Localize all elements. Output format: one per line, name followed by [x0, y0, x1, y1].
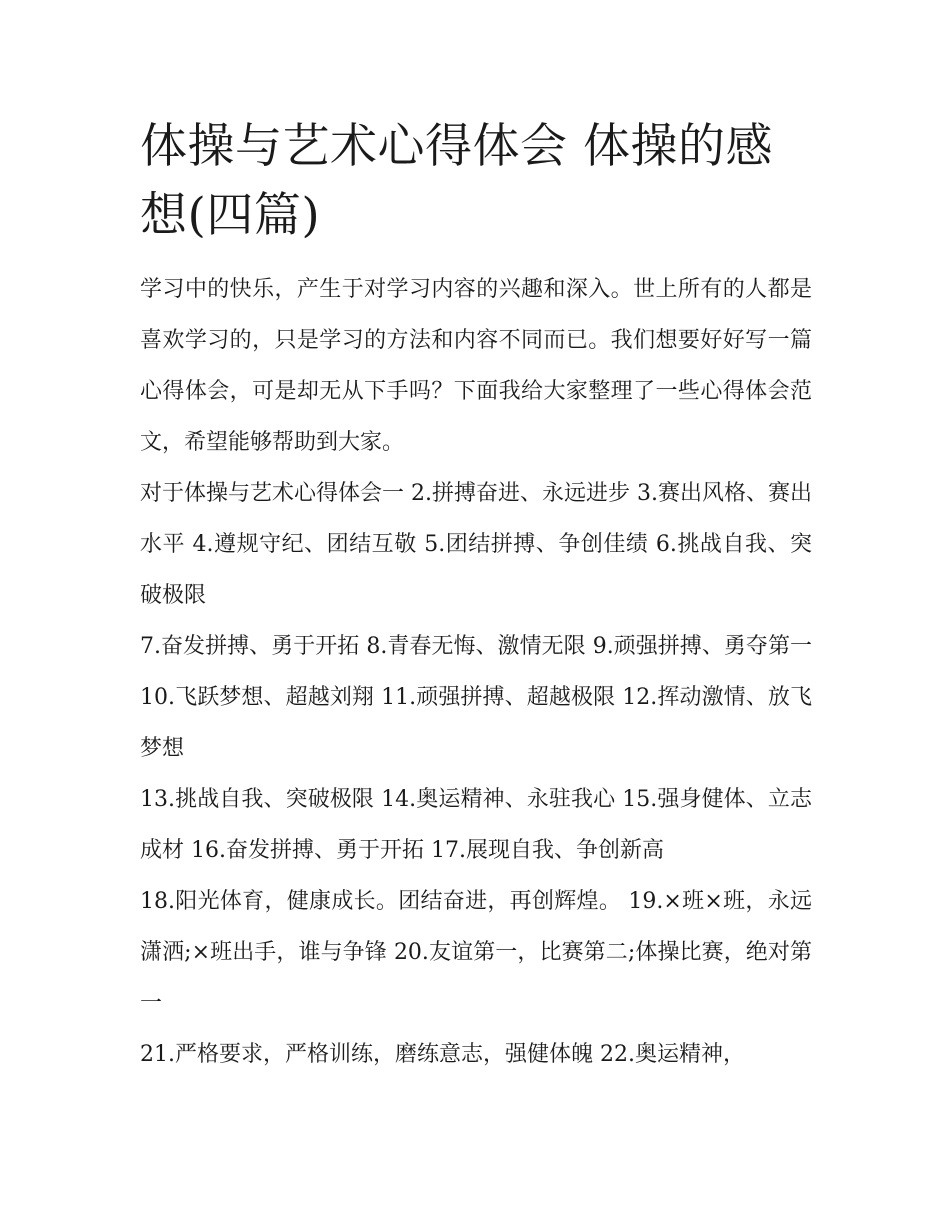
paragraph-slogans-5: 21.严格要求，严格训练，磨练意志，强健体魄 22.奥运精神， [140, 1042, 745, 1067]
document-title: 体操与艺术心得体会 体操的感想(四篇) [140, 119, 773, 243]
paragraph-slogans-2: 7.奋发拼搏、勇于开拓 8.青春无悔、激情无限 9.顽强拼搏、勇夺第一 10.飞跃梦想、超越刘翔 11.顽强拼搏、超越极限 12.挥动激情、放飞梦想 [140, 634, 812, 761]
paragraph-slogans-4: 18.阳光体育，健康成长。团结奋进，再创辉煌。 19.×班×班，永远潇洒;×班出手，谁与争锋 20.友谊第一，比赛第二;体操比赛，绝对第一 [140, 889, 812, 1016]
paragraph-intro: 学习中的快乐，产生于对学习内容的兴趣和深入。世上所有的人都是喜欢学习的，只是学习的方法和内容不同而已。我们想要好好写一篇心得体会，可是却无从下手吗？下面我给大家整理了一些心得体会范文，希望能够帮助到大家。 [140, 277, 812, 455]
paragraph-slogans-1: 对于体操与艺术心得体会一 2.拼搏奋进、永远进步 3.赛出风格、赛出水平 4.遵规守纪、团结互敬 5.团结拼搏、争创佳绩 6.挑战自我、突破极限 [140, 481, 812, 608]
paragraph-slogans-3: 13.挑战自我、突破极限 14.奥运精神、永驻我心 15.强身健体、立志成材 16.奋发拼搏、勇于开拓 17.展现自我、争创新高 [140, 787, 812, 863]
document-page [140, 112, 812, 1080]
